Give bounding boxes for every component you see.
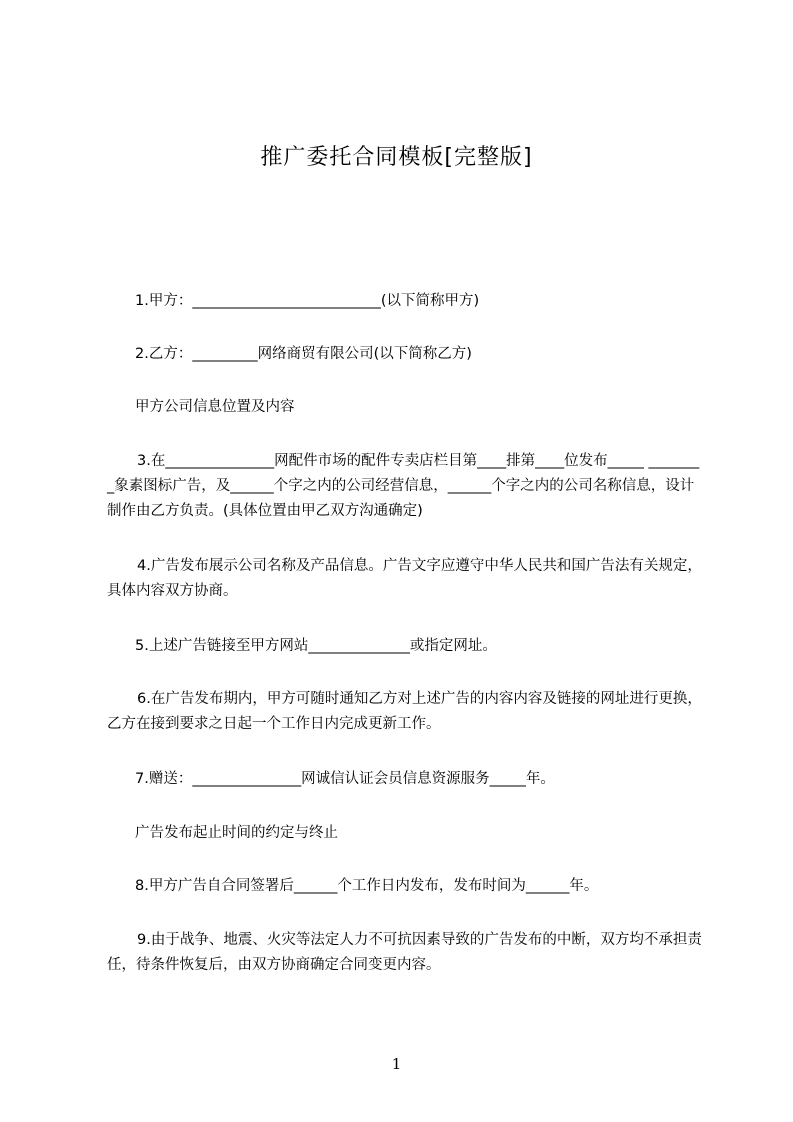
section-heading-info: 甲方公司信息位置及内容: [135, 399, 295, 415]
paragraph-3-placement: 3.在_______________网配件市场的配件专卖店栏目第____排第____位发布_____ ________象素图标广告，及______个字之内的公司经营信息，______个字之内的公司名称信息，设计制作由乙方负责。(具体位置由甲乙双方沟通确定): [107, 453, 700, 519]
paragraph-4-content: 4.广告发布展示公司名称及产品信息。广告文字应遵守中华人民共和国广告法有关规定，具体内容双方协商。: [107, 558, 702, 599]
paragraph-6-update: 6.在广告发布期内，甲方可随时通知乙方对上述广告的内容内容及链接的网址进行更换，乙方在接到要求之日起一个工作日内完成更新工作。: [107, 691, 702, 732]
paragraph-1-party-a: 1.甲方：__________________________(以下简称甲方): [135, 293, 480, 309]
paragraph-9-force-majeure: 9.由于战争、地震、火灾等法定人力不可抗因素导致的广告发布的中断，双方均不承担责任，待条件恢复后，由双方协商确定合同变更内容。: [107, 932, 702, 973]
paragraph-7-bonus: 7.赠送：_______________网诚信认证会员信息资源服务_____年。: [135, 771, 555, 787]
document-title: 推广委托合同模板[完整版]: [260, 145, 533, 170]
section-heading-period: 广告发布起止时间的约定与终止: [135, 825, 338, 841]
paragraph-8-publish-time: 8.甲方广告自合同签署后______个工作日内发布，发布时间为______年。: [135, 878, 599, 894]
paragraph-2-party-b: 2.乙方：_________网络商贸有限公司(以下简称乙方): [135, 346, 472, 362]
page-number: 1: [391, 1055, 402, 1073]
paragraph-5-link: 5.上述广告链接至甲方网站______________或指定网址。: [135, 638, 497, 654]
